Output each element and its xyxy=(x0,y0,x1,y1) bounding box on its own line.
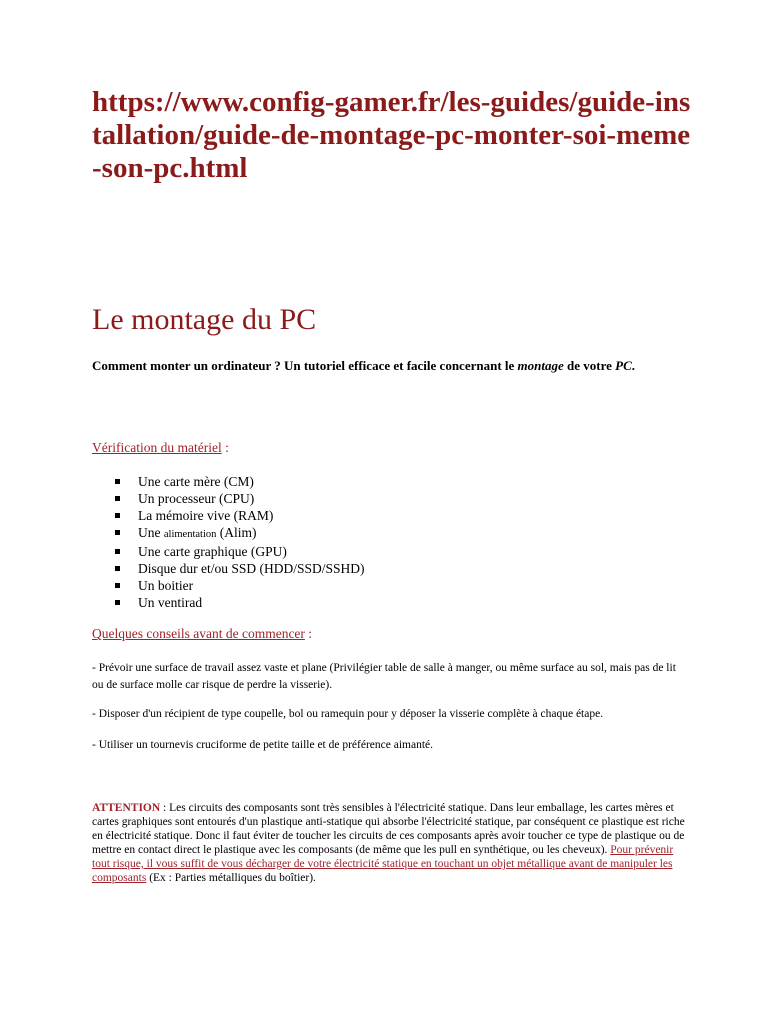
list-item-text: Une xyxy=(138,525,164,540)
section-colon: : xyxy=(304,626,313,641)
list-item: Un ventirad xyxy=(112,594,365,611)
list-item xyxy=(112,524,365,543)
section-heading-tips xyxy=(92,626,312,642)
tip-paragraph: - Utiliser un tournevis cruciforme de petite taille et de préférence aimanté. xyxy=(92,739,434,751)
list-item-text: (Alim) xyxy=(216,525,257,540)
attention-tail: (Ex : Parties métalliques du boîtier). xyxy=(146,872,316,884)
list-item: Disque dur et/ou SSD (HDD/SSD/SSHD) xyxy=(112,560,365,577)
list-item: Un processeur (CPU) xyxy=(112,490,365,507)
tip-paragraph: - Prévoir une surface de travail assez vaste et plane (Privilégier table de salle à manger, ou même surface au sol, mais pas de lit ou de surface molle car risque de perdre la visserie). xyxy=(92,662,676,691)
intro-emphasis-montage: montage xyxy=(517,358,564,373)
intro-text-end: . xyxy=(631,358,636,373)
list-item: Une carte mère (CM) xyxy=(112,473,365,490)
intro-paragraph xyxy=(92,357,692,374)
attention-paragraph xyxy=(92,801,687,885)
section-colon: : xyxy=(221,440,229,455)
intro-emphasis-pc: PC xyxy=(615,358,632,373)
tip-paragraph: - Disposer d'un récipient de type coupelle, bol ou ramequin pour y déposer la visserie complète à chaque étape. xyxy=(92,708,604,720)
attention-warning-link[interactable]: Pour prévenir tout risque, il vous suffit de vous décharger de votre électricité statique en touchant un objet métallique avant de manipuler les composants xyxy=(92,844,674,884)
section-heading-verification xyxy=(92,440,229,456)
intro-text-mid: de votre xyxy=(563,358,616,373)
source-url: https://www.config-gamer.fr/les-guides/guide-installation/guide-de-montage-pc-monter-soi-meme-son-pc.html xyxy=(92,86,691,184)
attention-body: : Les circuits des composants sont très sensibles à l'électricité statique. Dans leur emballage, les cartes mères et cartes graphiques sont entourés d'un plastique anti-statique qui absorbe l'électricité statique, par conséquent ce plastique est riche en électricité statique. Donc il faut éviter de toucher les circuits de ces composants après avoir toucher ce type de plastique ou de mettre en contact direct le plastique avec les composants (de même que les pull en synthétique, ou les cheveux). xyxy=(92,802,685,856)
attention-label: ATTENTION xyxy=(92,802,161,814)
list-item: Une carte graphique (GPU) xyxy=(112,543,365,560)
tips-link[interactable]: Quelques conseils avant de commencer xyxy=(92,626,305,641)
verification-link[interactable]: Vérification du matériel xyxy=(92,440,222,455)
list-item-small-text: alimentation xyxy=(163,529,217,540)
page-title: Le montage du PC xyxy=(92,303,317,336)
list-item: Un boitier xyxy=(112,577,365,594)
component-list xyxy=(112,473,365,611)
intro-text: Comment monter un ordinateur ? Un tutoriel efficace et facile concernant le xyxy=(92,358,518,373)
list-item: La mémoire vive (RAM) xyxy=(112,507,365,524)
